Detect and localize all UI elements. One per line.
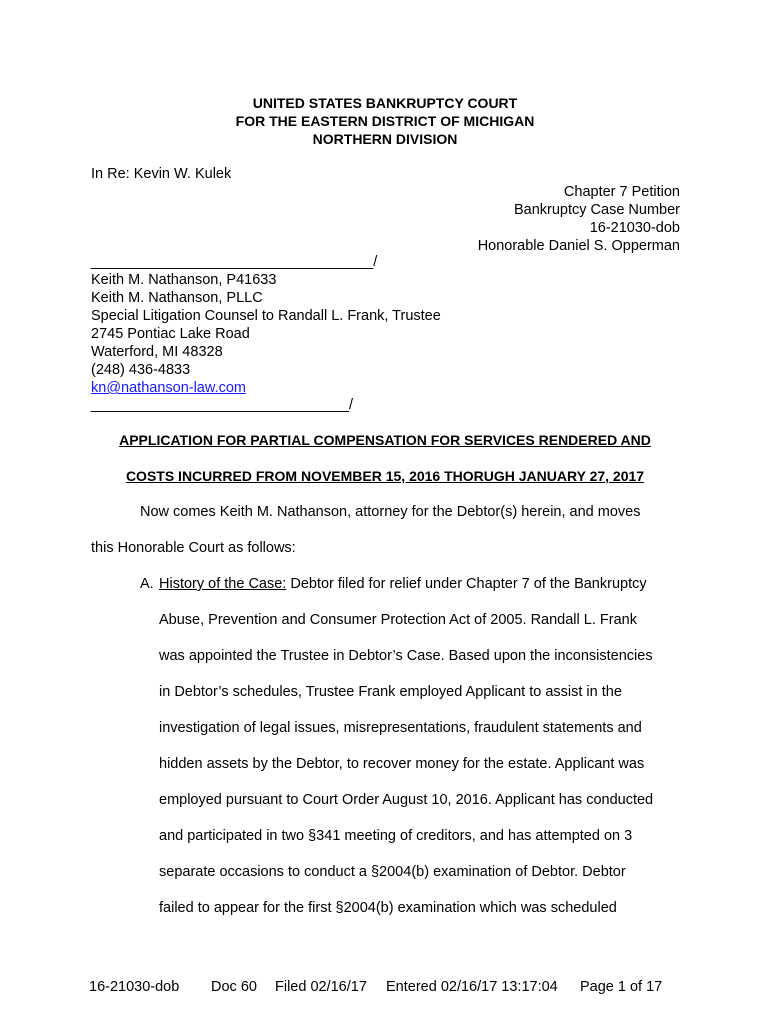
case-number-label: Bankruptcy Case Number (513, 202, 680, 218)
footer-page-number: Page 1 of 17 (580, 979, 663, 995)
case-info-block (478, 183, 680, 255)
footer-case-number: 16-21030-dob (89, 979, 180, 995)
counsel-email-link[interactable]: kn@nathanson-law.com (91, 380, 246, 396)
section-a-line: investigation of legal issues, misrepresentations, fraudulent statements and (159, 720, 642, 736)
counsel-address-line-1: 2745 Pontiac Lake Road (91, 326, 250, 342)
signature-rule-bottom: ________________________________/ (91, 397, 354, 413)
section-a-line: separate occasions to conduct a §2004(b) examination of Debtor. Debtor (159, 864, 626, 880)
caption-line-2: FOR THE EASTERN DISTRICT OF MICHIGAN (235, 113, 535, 129)
counsel-phone: (248) 436-4833 (91, 362, 191, 378)
footer-entered-date: Entered 02/16/17 13:17:04 (386, 979, 558, 995)
section-a-line: and participated in two §341 meeting of creditors, and has attempted on 3 (159, 828, 633, 844)
caption-line-3: NORTHERN DIVISION (312, 131, 458, 147)
section-a-line: failed to appear for the first §2004(b) examination which was scheduled (159, 900, 617, 916)
section-a-heading: History of the Case: (159, 576, 287, 592)
section-a-first-line (140, 576, 647, 592)
caption-line-1: UNITED STATES BANKRUPTCY COURT (252, 95, 518, 111)
chapter-label: Chapter 7 Petition (563, 184, 680, 200)
counsel-firm: Keith M. Nathanson, PLLC (91, 290, 263, 306)
application-title-line-2: COSTS INCURRED FROM NOVEMBER 15, 2016 THORUGH JANUARY 27, 2017 (125, 468, 645, 484)
footer-filed-date: Filed 02/16/17 (275, 979, 367, 995)
footer-doc-number: Doc 60 (211, 979, 257, 995)
section-a-line: was appointed the Trustee in Debtor’s Case. Based upon the inconsistencies (159, 648, 653, 664)
counsel-address-line-2: Waterford, MI 48328 (91, 344, 223, 360)
counsel-role: Special Litigation Counsel to Randall L. Frank, Trustee (91, 308, 441, 324)
case-number: 16-21030-dob (589, 220, 680, 236)
ecf-footer (89, 979, 662, 995)
section-a-line: hidden assets by the Debtor, to recover money for the estate. Applicant was (159, 756, 645, 772)
section-a-first-line-text: Debtor filed for relief under Chapter 7 of the Bankruptcy (286, 576, 647, 592)
section-a (140, 576, 654, 916)
section-a-marker: A. (140, 576, 154, 592)
section-a-line: Abuse, Prevention and Consumer Protection Act of 2005. Randall L. Frank (159, 612, 637, 628)
intro-line-2: this Honorable Court as follows: (91, 540, 296, 556)
counsel-block (91, 271, 441, 397)
judge-name: Honorable Daniel S. Opperman (477, 238, 680, 254)
application-title-line-1: APPLICATION FOR PARTIAL COMPENSATION FOR SERVICES RENDERED AND (119, 432, 651, 448)
signature-rule-top: ___________________________________/ (91, 254, 378, 270)
counsel-name: Keith M. Nathanson, P41633 (91, 272, 277, 288)
intro-line-1: Now comes Keith M. Nathanson, attorney for the Debtor(s) herein, and moves (140, 504, 641, 520)
section-a-line: in Debtor’s schedules, Trustee Frank employed Applicant to assist in the (159, 684, 622, 700)
in-re-debtor: In Re: Kevin W. Kulek (91, 166, 232, 182)
section-a-line: employed pursuant to Court Order August 10, 2016. Applicant has conducted (159, 792, 654, 808)
court-caption (0, 94, 770, 148)
